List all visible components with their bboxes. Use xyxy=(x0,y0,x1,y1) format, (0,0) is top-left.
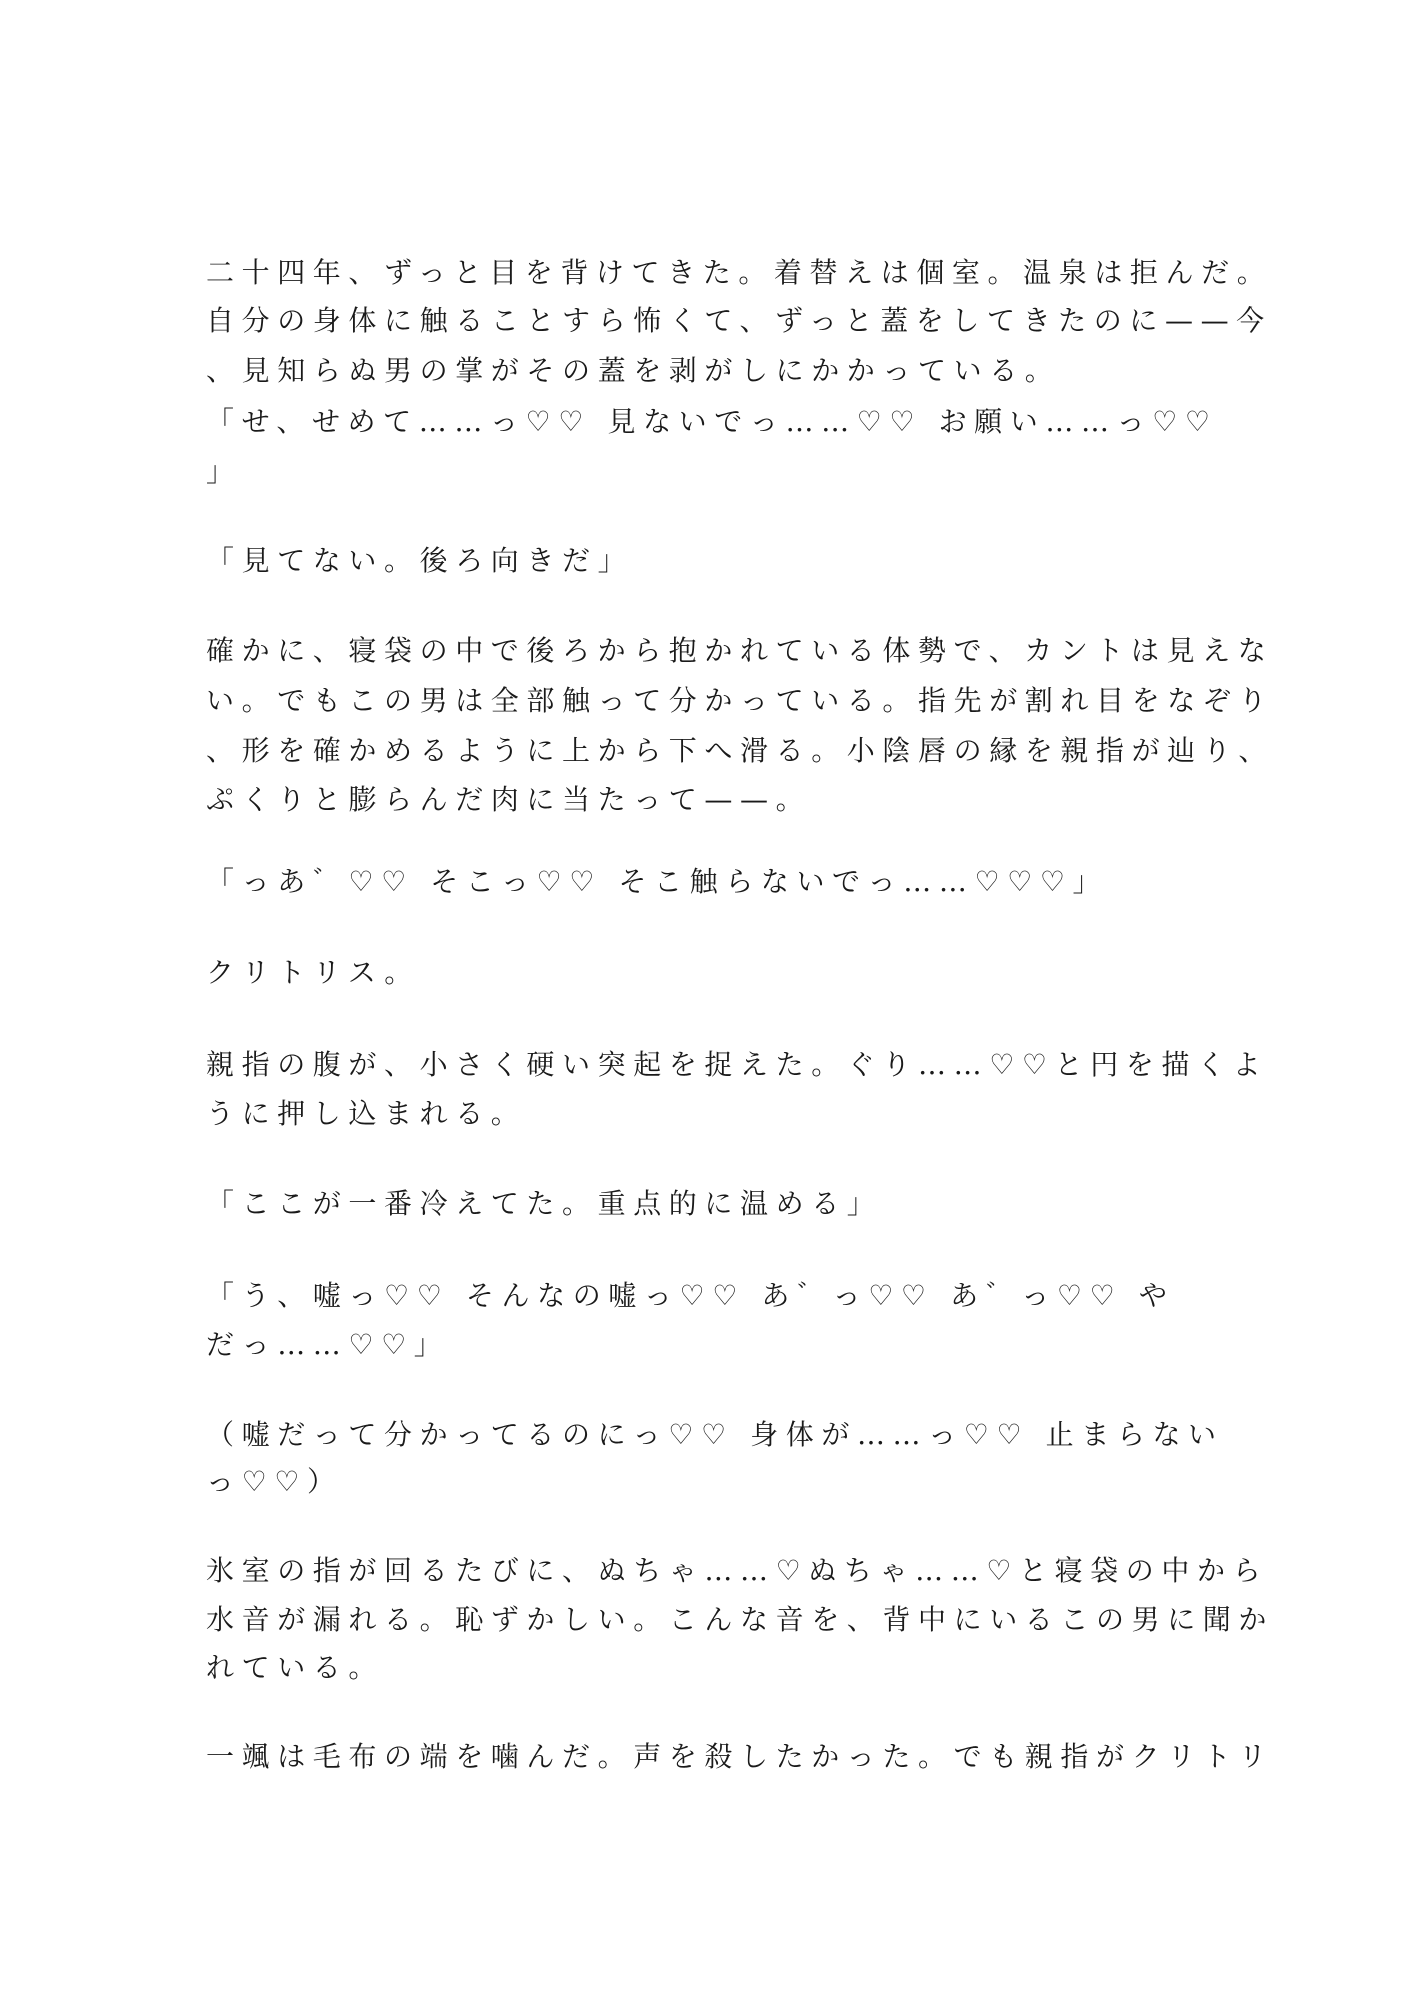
text-line: クリトリス。 xyxy=(206,956,420,989)
text-line: 親指の腹が、小さく硬い突起を捉えた。ぐり……♡♡と円を描くよ xyxy=(206,1048,1269,1081)
dialogue-line: 」 xyxy=(206,455,242,488)
dialogue-line: 「う、嘘っ♡♡ そんなの嘘っ♡♡ あ゛っ♡♡ あ゛っ♡♡ や xyxy=(206,1279,1175,1312)
text-line: ぷくりと膨らんだ肉に当たって——。 xyxy=(206,783,812,816)
text-line: れている。 xyxy=(206,1651,385,1684)
dialogue-line: 「せ、せめて……っ♡♡ 見ないでっ……♡♡ お願い……っ♡♡ xyxy=(206,405,1218,438)
dialogue-line: 「っあ゛♡♡ そこっ♡♡ そこ触らないでっ……♡♡♡」 xyxy=(206,865,1109,898)
text-line: うに押し込まれる。 xyxy=(206,1097,527,1130)
text-line: 、見知らぬ男の掌がその蓋を剥がしにかかっている。 xyxy=(206,354,1061,387)
thought-line: っ♡♡） xyxy=(206,1465,343,1498)
thought-line: （嘘だって分かってるのにっ♡♡ 身体が……っ♡♡ 止まらない xyxy=(206,1418,1224,1451)
text-line: 水音が漏れる。恥ずかしい。こんな音を、背中にいるこの男に聞か xyxy=(206,1603,1275,1636)
text-line: い。でもこの男は全部触って分かっている。指先が割れ目をなぞり xyxy=(206,684,1275,717)
text-line: 氷室の指が回るたびに、ぬちゃ……♡ぬちゃ……♡と寝袋の中から xyxy=(206,1554,1269,1587)
dialogue-line: 「見てない。後ろ向きだ」 xyxy=(206,544,634,577)
text-line: 二十四年、ずっと目を背けてきた。着替えは個室。温泉は拒んだ。 xyxy=(206,256,1273,289)
text-line: 、形を確かめるように上から下へ滑る。小陰唇の縁を親指が辿り、 xyxy=(206,734,1275,767)
dialogue-line: 「ここが一番冷えてた。重点的に温める」 xyxy=(206,1187,883,1220)
dialogue-line: だっ……♡♡」 xyxy=(206,1328,450,1361)
text-line: 確かに、寝袋の中で後ろから抱かれている体勢で、カントは見えな xyxy=(206,634,1274,667)
text-line: 一颯は毛布の端を噛んだ。声を殺したかった。でも親指がクリトリ xyxy=(206,1740,1275,1773)
text-line: 自分の身体に触ることすら怖くて、ずっと蓋をしてきたのに——今 xyxy=(206,304,1272,337)
